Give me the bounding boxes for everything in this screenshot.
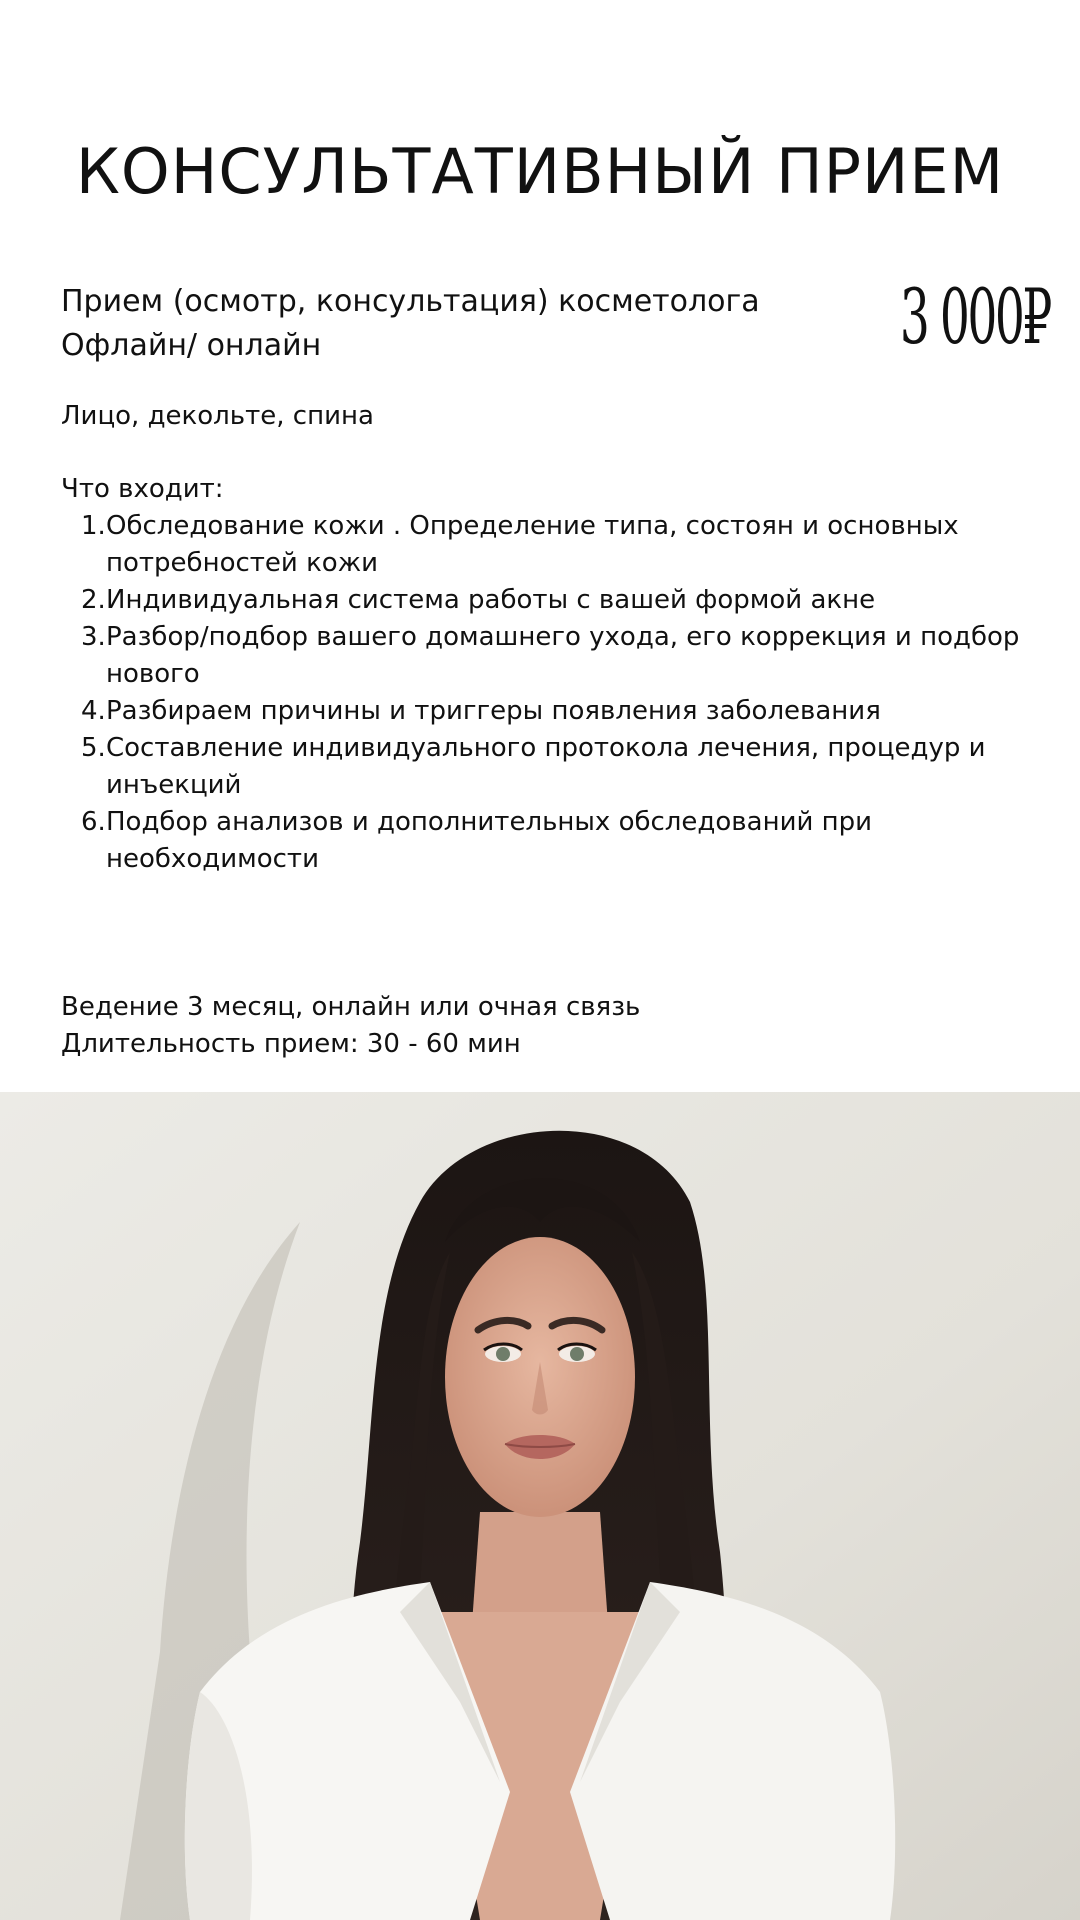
appointment-duration: Длительность прием: 30 - 60 мин (61, 1029, 521, 1059)
cosmetologist-photo (0, 1092, 1080, 1920)
list-item-number: 5. (81, 733, 106, 763)
price-label: 3 000₽ (899, 272, 1050, 361)
list-item (61, 730, 1061, 804)
list-item (61, 693, 1061, 730)
list-item-number: 4. (81, 696, 106, 726)
list-item (61, 582, 1061, 619)
list-item-text: Разбираем причины и триггеры появления заболевания (106, 696, 881, 726)
list-item-text: Разбор/подбор вашего домашнего ухода, его коррекция и подбор нового (106, 622, 1020, 689)
includes-list (61, 508, 1061, 878)
footer-info (61, 989, 640, 1063)
service-description (61, 280, 821, 368)
list-item-text: Составление индивидуального протокола лечения, процедур и инъекций (106, 733, 986, 800)
treatment-areas: Лицо, декольте, спина (61, 401, 374, 431)
list-item-number: 6. (81, 807, 106, 837)
list-item-number: 1. (81, 511, 106, 541)
page-title: КОНСУЛЬТАТИВНЫЙ ПРИЕМ (75, 135, 1005, 208)
service-name: Прием (осмотр, консультация) косметолога (61, 284, 760, 319)
list-item (61, 804, 1061, 878)
service-format: Офлайн/ онлайн (61, 328, 322, 363)
list-item-text: Подбор анализов и дополнительных обследований при необходимости (106, 807, 873, 874)
list-item (61, 619, 1061, 693)
list-item-text: Индивидуальная система работы с вашей формой акне (106, 585, 876, 615)
list-item-number: 2. (81, 585, 106, 615)
list-item-text: Обследование кожи . Определение типа, состоян и основных потребностей кожи (106, 511, 959, 578)
list-item-number: 3. (81, 622, 106, 652)
support-period: Ведение 3 месяц, онлайн или очная связь (61, 992, 641, 1022)
list-item (61, 508, 1061, 582)
includes-heading: Что входит: (61, 474, 224, 504)
